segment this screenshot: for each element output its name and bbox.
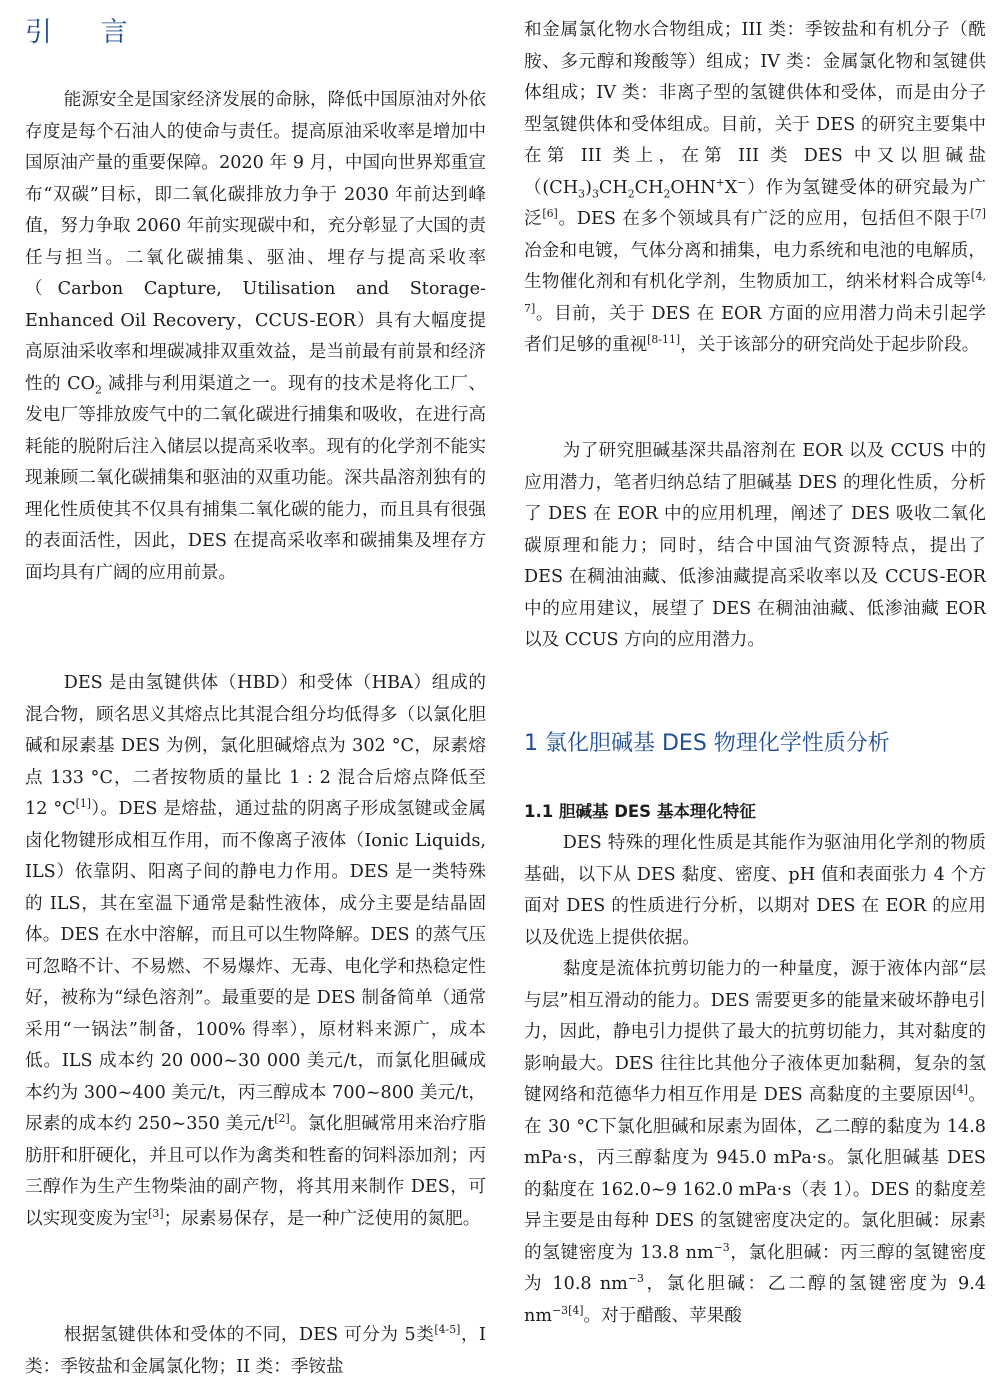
citation: [4-5] xyxy=(434,1323,461,1337)
citation: [6] xyxy=(542,207,558,221)
subsection-heading: 1.1 胆碱基 DES 基本理化特征 xyxy=(524,802,756,821)
citation: [4, 7] xyxy=(524,270,986,315)
intro-paragraph-3: 根据氢键供体和受体的不同，DES 可分为 5类[4-5]，I 类：季铵盐和金属氯化物；II 类：季铵盐 xyxy=(25,1323,486,1377)
section-paragraph-1: DES 特殊的理化性质是其能作为驱油用化学剂的物质基础，以下从 DES 黏度、密度、pH 值和表面张力 4 个方面对 DES 的性质进行分析，以期对 DES 在 EOR 的应用以及优选上提供依据。 xyxy=(524,833,986,948)
section-heading: 1 氯化胆碱基 DES 物理化学性质分析 xyxy=(524,731,890,756)
intro-paragraph-2: DES 是由氢键供体（HBD）和受体（HBA）组成的混合物，顾名思义其熔点比其混合组分均低得多（以氯化胆碱和尿素基 DES 为例，氯化胆碱熔点为 302 °C，尿素熔点 133 °C，二者按物质的量比 1 : 2 混合后熔点降低至 12 °C[1]）。DES 是熔盐，通过盐的阴离子形成氢键或金属卤化物键形成相互作用，而不像离子液体（Ionic Liquids, ILS）依靠阴、阳离子间的静电力作用。DES 是一类特殊的 ILS，其在室温下通常是黏性液体，成分主要是结晶固体。DES 在水中溶解，而且可以生物降解。DES 的蒸气压可忽略不计、不易燃、不易爆炸、无毒、电化学和热稳定性好，被称为“绿色溶剂”。最重要的是 DES 制备简单（通常采用“一锅法”制备，100% 得率），原材料来源广，成本低。ILS 成本约 20 000~30 000 美元/t，而氯化胆碱成本约为 300~400 美元/t，丙三醇成本 700~800 美元/t，尿素的成本约 250~350 美元/t[2]。氯化胆碱常用来治疗脂肪肝和肝硬化，并且可以作为禽类和牲畜的饲料添加剂；丙三醇作为生产生物柴油的副产物，将其用来制作 DES，可以实现变废为宝[3]；尿素易保存，是一种广泛使用的氮肥。 xyxy=(25,673,486,1229)
intro-paragraph-5: 为了研究胆碱基深共晶溶剂在 EOR 以及 CCUS 中的应用潜力，笔者归纳总结了胆碱基 DES 的理化性质，分析了 DES 在 EOR 中的应用机理，阐述了 DES 吸收二氧化碳原理和能力；同时，结合中国油气资源特点，提出了 DES 在稠油油藏、低渗油藏提高采收率以及 CCUS-EOR 中的应用建议，展望了 DES 在稠油油藏、低渗油藏 EOR 以及 CCUS 方向的应用潜力。 xyxy=(524,441,986,650)
citation: [2] xyxy=(274,1112,290,1126)
citation: [8-11] xyxy=(647,333,681,347)
intro-paragraph-4: 和金属氯化物水合物组成；III 类：季铵盐和有机分子（酰胺、多元醇和羧酸等）组成；IV 类：金属氯化物和氢键供体组成；IV 类：非离子型的氢键供体和受体，而是由分子型氢键供体和受体组成。目前，关于 DES 的研究主要集中在第 III 类上，在第 III 类 DES 中又以胆碱盐$((CH_3)_3CH_2CH_2OHN^+X^-)$作为氢键受体的研究最为广泛[6]。DES 在多个领域具有广泛的应用，包括但不限于[7] 冶金和电镀，气体分离和捕集，电力系统和电池的电解质，生物催化剂和有机化学剂，生物质加工，纳米材料合成等[4, 7]。目前，关于 DES 在 EOR 方面的应用潜力尚未引起学者们足够的重视[8-11]，关于该部分的研究尚处于起步阶段。 xyxy=(524,20,986,355)
section-paragraph-2: 黏度是流体抗剪切能力的一种量度，源于液体内部“层与层”相互滑动的能力。DES 需要更多的能量来破坏静电引力，因此，静电引力提供了最大的抗剪切能力，其对黏度的影响最大。DES 往往比其他分子液体更加黏稠，复杂的氢键网络和范德华力相互作用是 DES 高黏度的主要原因[4]。在 30 °C下氯化胆碱和尿素为固体，乙二醇的黏度为 14.8 mPa·s，丙三醇黏度为 945.0 mPa·s。氯化胆碱基 DES 的黏度在 162.0~9 162.0 mPa·s（表 1）。DES 的黏度差异主要是由每种 DES 的氢键密度决定的。氯化胆碱：尿素的氢键密度为 13.8 $nm^{-3}$，氯化胆碱：丙三醇的氢键密度为 10.8 $nm^{-3}$，氯化胆碱：乙二醇的氢键密度为 9.4 $nm^{-3[4]}$。对于醋酸、苹果酸 xyxy=(524,959,987,1326)
intro-paragraph-1: 能源安全是国家经济发展的命脉，降低中国原油对外依存度是每个石油人的使命与责任。提高原油采收率是增加中国原油产量的重要保障。2020 年 9 月，中国向世界郑重宣布“双碳”目标，即二氧化碳排放力争于 2030 年前达到峰值，努力争取 2060 年前实现碳中和，充分彰显了大国的责任与担当。二氧化碳捕集、驱油、埋存与提高采收率（Carbon Capture, Utilisation and Storage-Enhanced Oil Recovery，CCUS-EOR）具有大幅度提高原油采收率和埋碳减排双重效益，是当前最有前景和经济性的 $CO_2$ 减排与利用渠道之一。现有的技术是将化工厂、发电厂等排放废气中的二氧化碳进行捕集和吸收，在进行高耗能的脱附后注入储层以提高采收率。现有的化学剂不能实现兼顾二氧化碳捕集和驱油的双重功能。深共晶溶剂独有的理化性质使其不仅具有捕集二氧化碳的能力，而且具有很强的表面活性，因此，DES 在提高采收率和碳捕集及埋存方面均具有广阔的应用前景。 xyxy=(25,90,486,583)
citation: [4] xyxy=(952,1083,968,1097)
citation: [7] xyxy=(970,207,986,221)
page-title: 引 言 xyxy=(25,17,148,48)
citation: [1] xyxy=(75,797,92,811)
citation: [3] xyxy=(148,1206,164,1220)
citation: [4] xyxy=(568,1303,584,1317)
